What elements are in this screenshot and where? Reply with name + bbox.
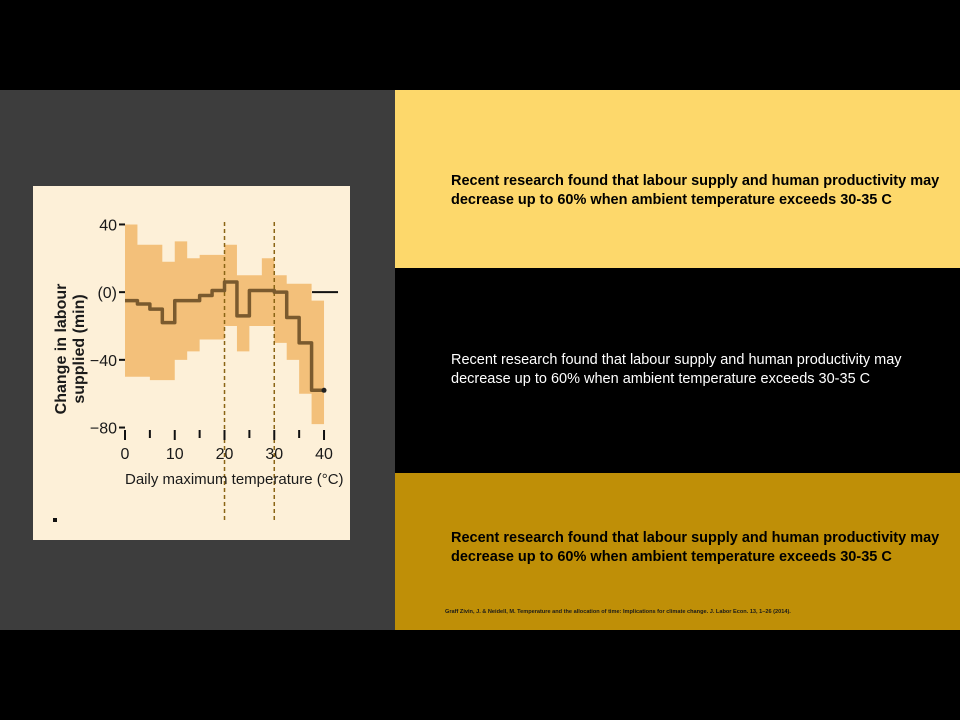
message-text-1: Recent research found that labour supply and human productivity may decrease up to 60% when ambient temperature exceeds 30-35 C	[451, 173, 940, 208]
x-tick-label-4: 40	[315, 446, 333, 463]
message-text-2: Recent research found that labour supply and human productivity may decrease up to 60% when ambient temperature exceeds 30-35 C	[451, 352, 902, 387]
x-tick-label-2: 20	[215, 446, 234, 463]
confidence-band	[125, 224, 324, 424]
series-end-marker	[322, 388, 327, 393]
band-gold	[395, 473, 960, 630]
y-tick-label-1: (0)	[97, 285, 117, 303]
y-axis-label-line-2: supplied (min)	[71, 294, 88, 404]
confidence-band-layer	[125, 224, 324, 424]
citation-text: Graff Zivin, J. & Neidell, M. Temperature and the allocation of time: Implications for climate change. J. Labor Econ. 13, 1–26 (2014).	[445, 609, 791, 615]
y-tick-label-0: 40	[99, 217, 117, 235]
band-yellow	[395, 90, 960, 268]
x-tick-label-1: 10	[165, 446, 184, 463]
corner-mark	[53, 518, 57, 522]
labour-temperature-chart	[33, 186, 350, 540]
y-tick-label-2: −40	[89, 352, 117, 370]
x-tick-label-3: 30	[265, 446, 284, 463]
x-tick-label-0: 0	[120, 446, 130, 463]
chart-card	[33, 186, 350, 540]
y-tick-label-3: −80	[89, 420, 117, 438]
y-axis-label-line-1: Change in labour	[53, 283, 70, 415]
message-text-3: Recent research found that labour supply and human productivity may decrease up to 60% when ambient temperature exceeds 30-35 C	[451, 530, 940, 565]
band-black	[395, 268, 960, 473]
x-axis-label: Daily maximum temperature (°C)	[125, 471, 344, 488]
